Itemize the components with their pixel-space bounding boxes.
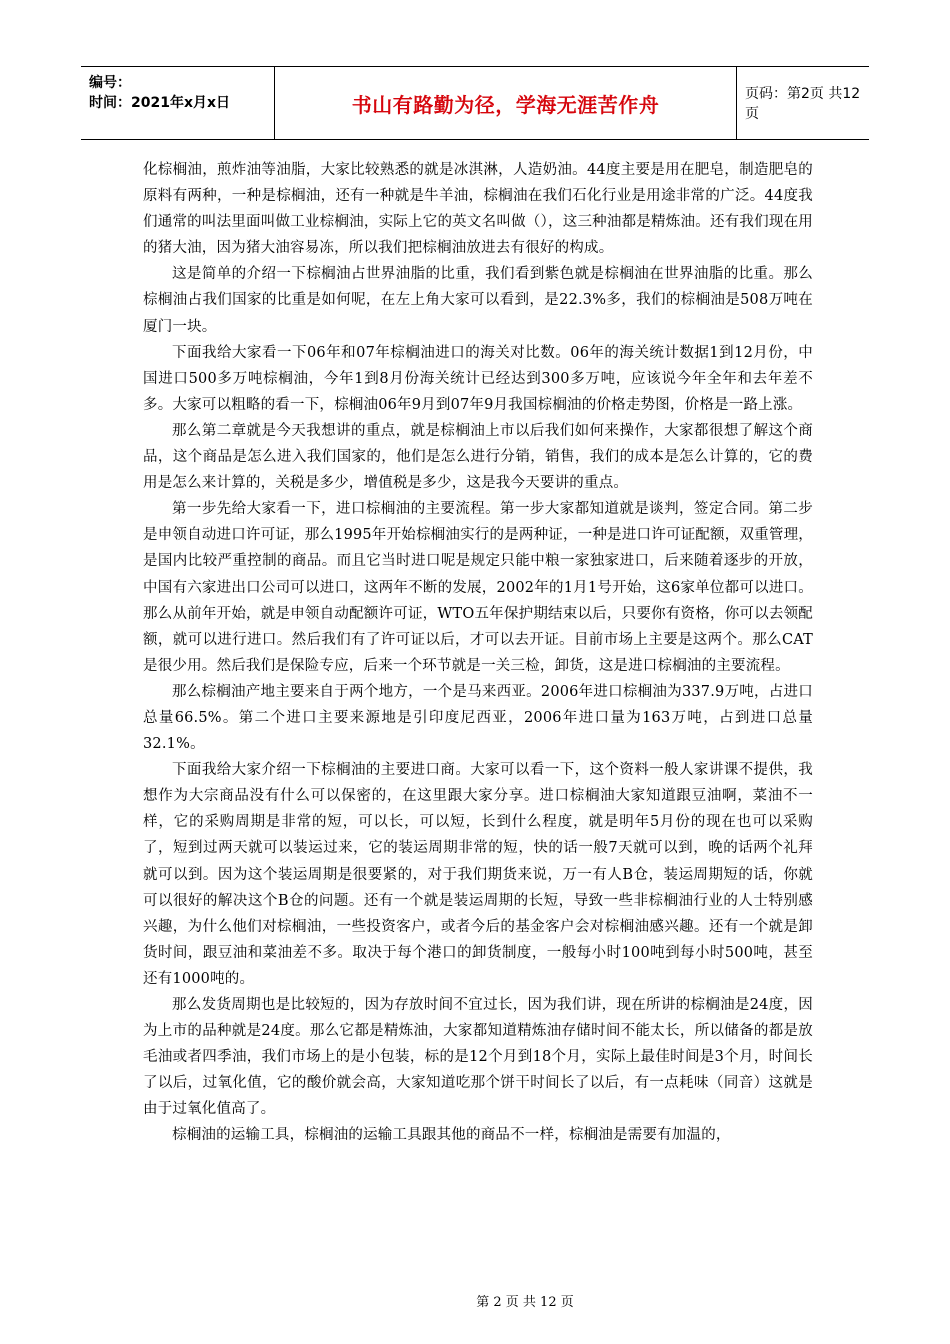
document-number-label: 编号： xyxy=(89,75,131,91)
header-page-info: 页码：第2页 共12页 xyxy=(745,86,861,122)
paragraph: 那么棕榈油产地主要来自于两个地方，一个是马来西亚。2006年进口棕榈油为337.9万吨，占进口总量66.5%。第二个进口主要来源地是引印度尼西亚，2006年进口量为163万吨，占到进口总量32.1%。 xyxy=(143,683,813,753)
document-time-label: 时间：2021年x月x日 xyxy=(89,95,231,111)
paragraph: 第一步先给大家看一下，进口棕榈油的主要流程。第一步大家都知道就是谈判，签定合同。第二步是申领自动进口许可证，那么1995年开始棕榈油实行的是两种证，一种是进口许可证配额，双重管理，是国内比较严重控制的商品。而且它当时进口呢是规定只能中粮一家独家进口，后来随着逐步的开放，中国有六家进出口公司可以进口，这两年不断的发展，2002年的1月1号开始，这6家单位都可以进口。那么从前年开始，就是申领自动配额许可证，WTO五年保护期结束以后，只要你有资格，你可以去领配额，就可以进行进口。然后我们有了许可证以后，才可以去开证。目前市场上主要是这两个。那么CAT是很少用。然后我们是保险专应，后来一个环节就是一关三检，卸货，这是进口棕榈油的主要流程。 xyxy=(143,501,813,674)
page-footer: 第 2 页 共 12 页 xyxy=(476,1295,574,1310)
paragraph: 那么发货周期也是比较短的，因为存放时间不宜过长，因为我们讲，现在所讲的棕榈油是24度，因为上市的品种就是24度。那么它都是精炼油，大家都知道精炼油存储时间不能太长，所以储备的都是放毛油或者四季油，我们市场上的是小包装，标的是12个月到18个月，实际上最佳时间是3个月，时间长了以后，过氧化值，它的酸价就会高，大家知道吃那个饼干时间长了以后，有一点耗味（同音）这就是由于过氧化值高了。 xyxy=(143,997,813,1118)
paragraph: 化棕榈油，煎炸油等油脂，大家比较熟悉的就是冰淇淋，人造奶油。44度主要是用在肥皂，制造肥皂的原料有两种，一种是棕榈油，还有一种就是牛羊油，棕榈油在我们石化行业是用途非常的广泛。44度我们通常的叫法里面叫做工业棕榈油，实际上它的英文名叫做（），这三种油都是精炼油。还有我们现在用的猪大油，因为猪大油容易冻，所以我们把棕榈油放进去有很好的构成。 xyxy=(143,162,813,257)
header-meta-cell xyxy=(81,67,275,139)
header-table xyxy=(81,66,869,140)
paragraph: 那么第二章就是今天我想讲的重点，就是棕榈油上市以后我们如何来操作，大家都很想了解这个商品，这个商品是怎么进入我们国家的，他们是怎么进行分销，销售，我们的成本是怎么计算的，它的费用是怎么来计算的，关税是多少，增值税是多少，这是我今天要讲的重点。 xyxy=(143,422,813,492)
paragraph: 棕榈油的运输工具，棕榈油的运输工具跟其他的商品不一样，棕榈油是需要有加温的， xyxy=(172,1127,731,1144)
document-body xyxy=(143,157,813,1149)
paragraph: 这是简单的介绍一下棕榈油占世界油脂的比重，我们看到紫色就是棕榈油在世界油脂的比重。那么棕榈油占我们国家的比重是如何呢，在左上角大家可以看到，是22.3%多，我们的棕榈油是508万吨在厦门一块。 xyxy=(143,266,813,335)
paragraph: 下面我给大家介绍一下棕榈油的主要进口商。大家可以看一下，这个资料一般人家讲课不提供，我想作为大宗商品没有什么可以保密的，在这里跟大家分享。进口棕榈油大家知道跟豆油啊，菜油不一样，它的采购周期是非常的短，可以长，可以短，长到什么程度，就是明年5月份的现在也可以采购了，短到过两天就可以装运过来，它的装运周期非常的短，快的话一般7天就可以到，晚的话两个礼拜就可以到。因为这个装运周期是很要紧的，对于我们期货来说，万一有人B仓，装运周期短的话，你就可以很好的解决这个B仓的问题。还有一个就是装运周期的长短，导致一些非棕榈油行业的人士特别感兴趣，为什么他们对棕榈油，一些投资客户，或者今后的基金客户会对棕榈油感兴趣。还有一个就是卸货时间，跟豆油和菜油差不多。取决于每个港口的卸货制度，一般每小时100吨到每小时500吨，甚至还有1000吨的。 xyxy=(143,762,813,987)
header-motto: 书山有路勤为径，学海无涯苦作舟 xyxy=(275,67,737,139)
paragraph: 下面我给大家看一下06年和07年棕榈油进口的海关对比数。06年的海关统计数据1到12月份，中国进口500多万吨棕榈油，今年1到8月份海关统计已经达到300多万吨，应该说今年全年和去年差不多。大家可以粗略的看一下，棕榈油06年9月到07年9月我国棕榈油的价格走势图，价格是一路上涨。 xyxy=(143,344,813,413)
